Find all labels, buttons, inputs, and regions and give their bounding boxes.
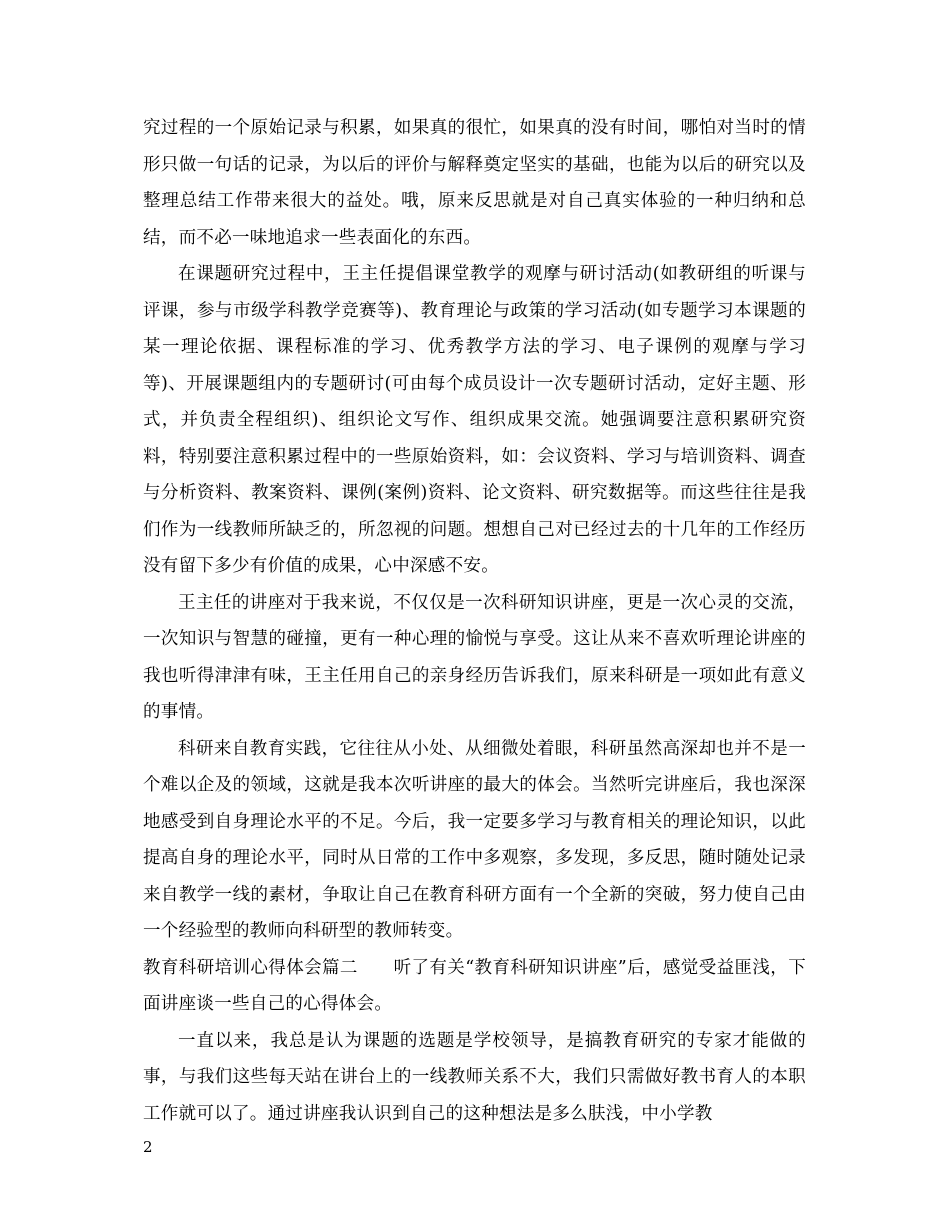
paragraph: 王主任的讲座对于我来说，不仅仅是一次科研知识讲座，更是一次心灵的交流，一次知识与智慧的碰撞，更有一种心理的愉悦与享受。这让从来不喜欢听理论讲座的我也听得津津有味，王主任用自己的亲身经历告诉我们，原来科研是一项如此有意义的事情。 (143, 592, 806, 722)
paragraph-continued: 究过程的一个原始记录与积累，如果真的很忙，如果真的没有时间，哪怕对当时的情形只做一句话的记录，为以后的评价与解释奠定坚实的基础，也能为以后的研究以及整理总结工作带来很大的益处。哦，原来反思就是对自己真实体验的一种归纳和总结，而不必一味地追求一些表面化的东西。 (143, 118, 806, 248)
page-number: 2 (143, 1138, 153, 1156)
body-text (143, 110, 806, 1132)
paragraph: 科研来自教育实践，它往往从小处、从细微处着眼，科研虽然高深却也并不是一个难以企及的领域，这就是我本次听讲座的最大的体会。当然听完讲座后，我也深深地感受到自身理论水平的不足。今后，我一定要多学习与教育相关的理论知识，以此提高自身的理论水平，同时从日常的工作中多观察，多发现，多反思，随时随处记录来自教学一线的素材，争取让自己在教育科研方面有一个全新的突破，努力使自己由一个经验型的教师向科研型的教师转变。 (143, 738, 806, 941)
paragraph: 在课题研究过程中，王主任提倡课堂教学的观摩与研讨活动(如教研组的听课与评课，参与市级学科教学竞赛等)、教育理论与政策的学习活动(如专题学习本课题的某一理论依据、课程标准的学习、优秀教学方法的学习、电子课例的观摩与学习等)、开展课题组内的专题研讨(可由每个成员设计一次专题研讨活动，定好主题、形式，并负责全程组织)、组织论文写作、组织成果交流。她强调要注意积累研究资料，特别要注意积累过程中的一些原始资料，如：会议资料、学习与培训资料、调查与分析资料、教案资料、课例(案例)资料、论文资料、研究数据等。而这些往往是我们作为一线教师所缺乏的，所忽视的问题。想想自己对已经过去的十几年的工作经历没有留下多少有价值的成果，心中深感不安。 (143, 264, 806, 576)
paragraph: 一直以来，我总是认为课题的选题是学校领导，是搞教育研究的专家才能做的事，与我们这些每天站在讲台上的一线教师关系不大，我们只需做好教书育人的本职工作就可以了。通过讲座我认识到自己的这种想法是多么肤浅，中小学教 (143, 1030, 806, 1124)
section-heading-paragraph: 教育科研培训心得体会篇二 听了有关“教育科研知识讲座”后，感觉受益匪浅，下面讲座谈一些自己的心得体会。 (143, 957, 806, 1014)
